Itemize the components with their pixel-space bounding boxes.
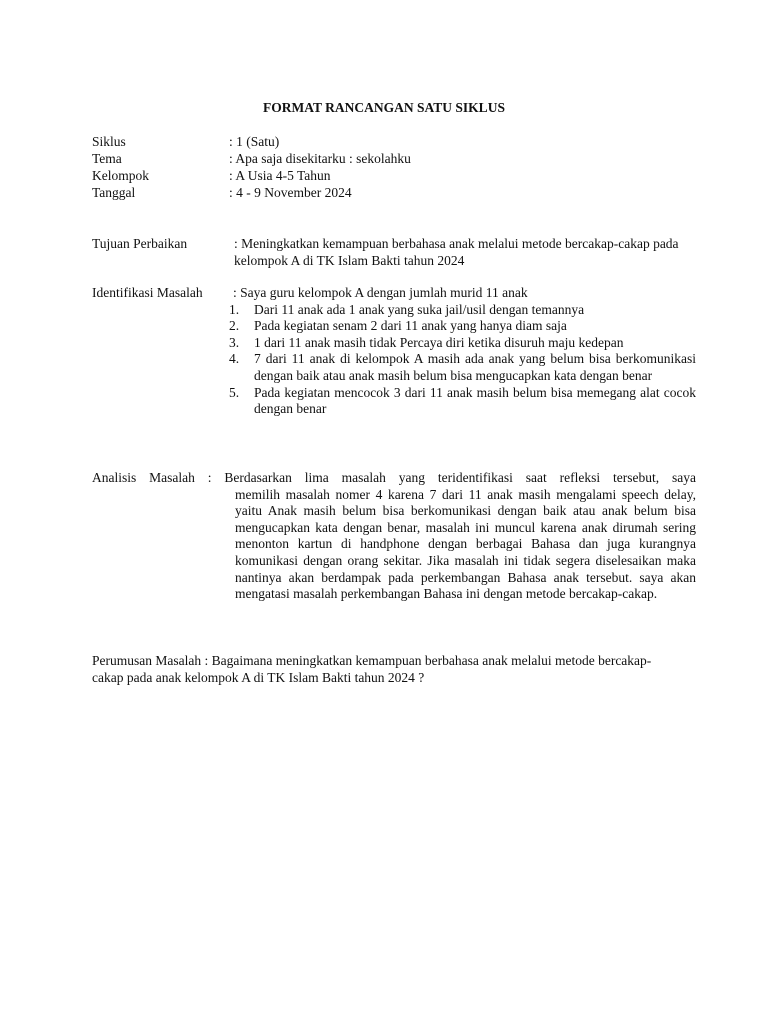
list-item-number: 5. [229, 384, 240, 400]
meta-row-tema [92, 151, 692, 168]
meta-row-kelompok [92, 168, 692, 185]
analisis-body: memilih masalah nomer 4 karena 7 dari 11 anak masih mengalami speech delay, yaitu Anak masih belum bisa berkomunikasi dengan baik atau anak belum bisa mengucapkan kata dengan benar, masalah ini muncul karena anak dirumah sering menonton kartun di handphone dengan berbagai Bahasa dan juga kurangnya komunikasi dengan orang sekitar. Jika masalah ini tidak segera diselesaikan maka nantinya akan berdampak pada perkembangan Bahasa anak tersebut. saya akan mengatasi masalah perkembangan Bahasa ini dengan metode bercakap-cakap. [235, 486, 696, 602]
meta-value: : A Usia 4-5 Tahun [229, 168, 331, 183]
list-item-text: 7 dari 11 anak di kelompok A masih ada anak yang belum bisa berkomunikasi dengan baik atau anak masih belum bisa mengucapkan kata dengan benar [254, 351, 696, 383]
meta-value: : 4 - 9 November 2024 [229, 185, 352, 200]
document-title: FORMAT RANCANGAN SATU SIKLUS [263, 100, 505, 115]
list-item-number: 2. [229, 318, 240, 334]
identifikasi-intro: : Saya guru kelompok A dengan jumlah murid 11 anak [233, 285, 528, 300]
analisis-first-line: Analisis Masalah : Berdasarkan lima masalah yang teridentifikasi saat refleksi tersebut, saya [92, 470, 696, 485]
list-item [229, 351, 696, 384]
list-item [229, 385, 696, 418]
meta-row-tanggal [92, 185, 692, 202]
list-item [229, 335, 696, 352]
list-item-text: Pada kegiatan mencocok 3 dari 11 anak masih belum bisa memegang alat cocok dengan benar [254, 384, 696, 417]
meta-value: : 1 (Satu) [229, 134, 280, 149]
meta-value: : Apa saja disekitarku : sekolahku [229, 151, 411, 166]
list-item-text: 1 dari 11 anak masih tidak Percaya diri ketika disuruh maju kedepan [254, 334, 624, 350]
meta-row-siklus [92, 134, 692, 151]
meta-label: Tema [92, 151, 122, 166]
tujuan-value: : Meningkatkan kemampuan berbahasa anak melalui metode bercakap-cakap pada kelompok A di TK Islam Bakti tahun 2024 [234, 236, 679, 268]
identifikasi-header [92, 285, 696, 302]
list-item-number: 3. [229, 334, 240, 350]
tujuan-section [92, 236, 696, 269]
list-item-text: Pada kegiatan senam 2 dari 11 anak yang hanya diam saja [254, 318, 567, 334]
meta-label: Kelompok [92, 168, 149, 183]
identifikasi-label: Identifikasi Masalah [92, 285, 203, 300]
analisis-section [92, 470, 696, 603]
tujuan-label: Tujuan Perbaikan [92, 236, 188, 251]
identifikasi-section [92, 285, 696, 418]
meta-block [92, 134, 692, 202]
list-item-number: 4. [229, 351, 240, 367]
perumusan-section: Perumusan Masalah : Bagaimana meningkatkan kemampuan berbahasa anak melalui metode bercakap-cakap pada anak kelompok A di TK Islam Bakti tahun 2024 ? [92, 653, 652, 685]
list-item [229, 302, 696, 319]
meta-label: Siklus [92, 134, 126, 149]
meta-label: Tanggal [92, 185, 136, 200]
list-item-number: 1. [229, 301, 240, 317]
list-item [229, 318, 696, 335]
identifikasi-list [229, 302, 696, 418]
list-item-text: Dari 11 anak ada 1 anak yang suka jail/usil dengan temannya [254, 301, 585, 317]
